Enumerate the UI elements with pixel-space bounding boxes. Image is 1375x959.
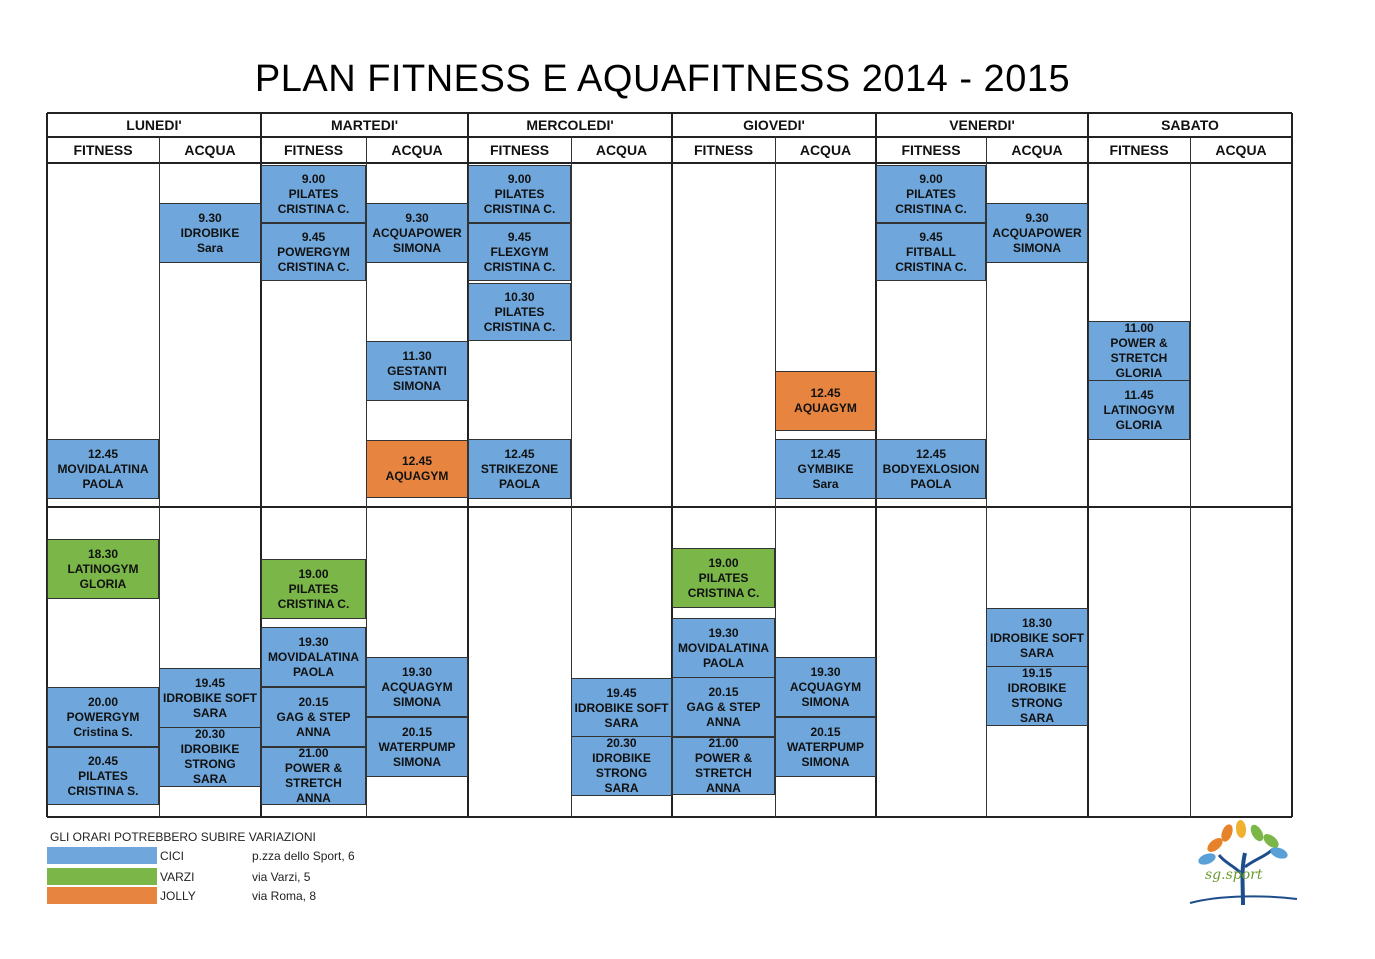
class-line: Cristina S. [73, 724, 133, 739]
legend-item-cici [47, 847, 447, 864]
track-header: ACQUA [595, 142, 648, 158]
class-time: 9.30 [198, 210, 222, 225]
class-line: IDROBIKE SOFT [574, 700, 669, 715]
class-time: 9.00 [301, 171, 326, 186]
class-line: CRISTINA C. [483, 259, 556, 274]
track-header: ACQUA [1215, 142, 1267, 158]
class-line: CRISTINA C. [277, 259, 350, 274]
legend-swatch [47, 868, 157, 885]
class-block [468, 439, 571, 499]
class-line: PAOLA [292, 664, 335, 679]
class-line: CRISTINA C. [895, 201, 967, 216]
track-header: ACQUA [391, 142, 443, 158]
class-block [571, 678, 672, 738]
tree-logo-icon [1185, 815, 1300, 910]
class-time: 12.45 [810, 386, 841, 400]
class-line: CRISTINA C. [687, 585, 760, 600]
class-line: PAOLA [910, 476, 952, 491]
class-line: CRISTINA C. [895, 259, 967, 274]
class-line: GLORIA [79, 576, 127, 591]
class-line: IDROBIKE SOFT [162, 690, 257, 705]
class-time: 9.00 [919, 171, 943, 186]
class-line: BODYEXLOSION [882, 461, 980, 476]
class-line: FITBALL [906, 244, 956, 259]
class-line: GLORIA [1115, 366, 1163, 380]
class-block [986, 666, 1088, 726]
class-line: POWERGYM [277, 244, 350, 259]
class-line: SARA [192, 772, 227, 786]
class-time: 20.15 [708, 684, 739, 699]
day-header: MARTEDI' [330, 117, 399, 133]
day-header: MERCOLEDI' [526, 117, 614, 133]
class-line: SIMONA [393, 378, 441, 393]
legend-label: JOLLY [160, 889, 196, 903]
class-line: CRISTINA C. [277, 596, 350, 611]
class-time: 9.30 [1025, 210, 1049, 225]
class-line: PILATES [906, 186, 956, 201]
class-block [261, 627, 366, 687]
class-block [47, 747, 159, 805]
class-line: PAOLA [82, 476, 124, 491]
class-line: SIMONA [1013, 240, 1061, 255]
class-time: 20.45 [87, 753, 119, 768]
class-time: 10.30 [504, 289, 535, 304]
class-block [261, 165, 366, 223]
class-block [1088, 380, 1190, 440]
class-line: Sara [812, 476, 839, 491]
class-line: MOVIDALATINA [57, 461, 149, 476]
day-header: SABATO [1161, 117, 1219, 133]
class-line: ACQUAPOWER [992, 225, 1082, 240]
class-block [366, 717, 468, 777]
class-line: IDROBIKE [180, 742, 240, 756]
class-line: GAG & STEP [276, 709, 351, 724]
class-line: ANNA [706, 714, 741, 729]
class-line: SARA [604, 781, 639, 795]
class-line: ANNA [296, 724, 331, 739]
class-line: PAOLA [498, 476, 541, 491]
class-time: 19.15 [1021, 666, 1053, 680]
class-time: 12.45 [504, 446, 535, 461]
legend-label: CICI [160, 849, 184, 863]
class-line: GESTANTI [387, 363, 447, 378]
class-line: Sara [196, 240, 224, 255]
class-block [261, 559, 366, 619]
legend-swatch [47, 847, 157, 864]
track-header: ACQUA [799, 142, 852, 158]
class-block [876, 439, 986, 499]
class-line: PILATES [494, 304, 545, 319]
class-block [468, 283, 571, 341]
class-block [47, 439, 159, 499]
class-time: 20.30 [194, 727, 226, 741]
class-line: CRISTINA C. [277, 201, 350, 216]
class-block [1088, 321, 1190, 381]
class-line: AQUAGYM [385, 469, 449, 483]
class-line: SIMONA [393, 694, 441, 709]
class-time: 19.30 [708, 625, 739, 640]
class-block [159, 668, 261, 728]
class-time: 19.30 [810, 664, 841, 679]
track-header: FITNESS [73, 142, 133, 158]
class-block [986, 203, 1088, 263]
class-line: STRONG [1011, 696, 1063, 710]
class-time: 20.15 [401, 724, 433, 739]
class-block [672, 677, 775, 737]
legend-address: via Roma, 8 [252, 889, 317, 903]
class-line: STRIKEZONE [480, 461, 559, 476]
class-block [366, 341, 468, 401]
sg-sport-logo [1185, 815, 1300, 910]
class-block [468, 165, 571, 223]
track-header: ACQUA [1011, 142, 1063, 158]
class-block [672, 548, 775, 608]
class-line: WATERPUMP [378, 739, 456, 754]
class-line: GYMBIKE [797, 461, 854, 476]
class-time: 20.30 [606, 736, 637, 750]
legend-address: via Varzi, 5 [252, 870, 311, 884]
class-time: 19.45 [606, 685, 637, 700]
class-time: 11.45 [1124, 387, 1154, 402]
class-block [775, 439, 876, 499]
class-time: 20.00 [87, 694, 119, 709]
class-line: PILATES [288, 581, 339, 596]
class-time: 11.00 [1124, 321, 1154, 335]
class-time: 9.30 [405, 210, 429, 225]
class-line: ACQUAGYM [381, 679, 453, 694]
class-line: SARA [192, 705, 227, 720]
class-line: SARA [1019, 645, 1054, 660]
class-block [775, 657, 876, 717]
class-line: POWER & [694, 751, 753, 765]
class-block [159, 203, 261, 263]
class-time: 21.00 [708, 737, 739, 750]
class-block [366, 203, 468, 263]
class-time: 19.45 [194, 675, 226, 690]
class-time: 12.45 [401, 454, 433, 468]
class-line: SIMONA [801, 754, 850, 769]
class-block [261, 687, 366, 747]
day-header: VENERDI' [949, 117, 1015, 133]
class-time: 11.30 [402, 348, 432, 363]
class-line: STRETCH [1110, 351, 1168, 365]
page-title: PLAN FITNESS E AQUAFITNESS 2014 - 2015 [254, 58, 1071, 100]
class-line: IDROBIKE [1007, 681, 1067, 695]
class-line: FLEXGYM [490, 244, 549, 259]
class-block [261, 223, 366, 281]
class-time: 19.00 [298, 566, 329, 581]
class-line: IDROBIKE SOFT [989, 630, 1084, 645]
class-line: STRONG [595, 766, 648, 780]
class-time: 12.45 [810, 446, 841, 461]
class-block [47, 687, 159, 747]
class-time: 9.45 [919, 229, 943, 244]
class-time: 9.00 [507, 171, 532, 186]
class-time: 12.45 [915, 446, 947, 461]
logo-text: sg.sport [1205, 867, 1263, 883]
class-block [876, 223, 986, 281]
track-header: FITNESS [901, 142, 961, 158]
class-line: PILATES [698, 570, 749, 585]
class-line: MOVIDALATINA [267, 649, 360, 664]
class-line: POWER & [1110, 336, 1168, 350]
class-line: LATINOGYM [67, 561, 139, 576]
class-time: 19.00 [708, 555, 739, 570]
class-line: SARA [1019, 711, 1054, 725]
schedule-grid [47, 113, 1292, 817]
class-line: STRETCH [285, 776, 342, 790]
class-line: SIMONA [393, 240, 441, 255]
class-line: SIMONA [393, 754, 441, 769]
class-block [775, 371, 876, 431]
class-line: STRONG [184, 757, 236, 771]
day-header: GIOVEDI' [743, 117, 805, 133]
class-block [261, 747, 366, 805]
class-line: ANNA [296, 791, 331, 805]
class-block [876, 165, 986, 223]
class-line: PAOLA [702, 655, 745, 670]
class-time: 18.30 [1021, 615, 1053, 630]
class-block [47, 539, 159, 599]
class-line: WATERPUMP [786, 739, 865, 754]
track-header: FITNESS [489, 142, 550, 158]
class-line: MOVIDALATINA [677, 640, 770, 655]
class-block [571, 736, 672, 796]
schedule-note: GLI ORARI POTREBBERO SUBIRE VARIAZIONI [50, 830, 316, 844]
track-header: ACQUA [184, 142, 236, 158]
class-line: CRISTINA C. [483, 201, 556, 216]
legend-swatch [47, 887, 157, 904]
class-block [986, 608, 1088, 668]
class-time: 20.15 [298, 694, 329, 709]
day-header: LUNEDI' [126, 117, 182, 133]
legend-item-varzi [47, 868, 447, 885]
class-line: GLORIA [1115, 417, 1163, 432]
track-header: FITNESS [693, 142, 754, 158]
class-time: 21.00 [298, 747, 329, 760]
class-line: ANNA [706, 781, 741, 795]
class-line: IDROBIKE [180, 225, 240, 240]
grid-row-line [47, 816, 1292, 818]
class-block [468, 223, 571, 281]
track-header: FITNESS [1109, 142, 1169, 158]
class-time: 18.30 [87, 546, 119, 561]
legend-address: p.zza dello Sport, 6 [252, 849, 355, 863]
class-line: SARA [604, 715, 639, 730]
class-block [775, 717, 876, 777]
legend-item-jolly [47, 887, 447, 904]
class-line: CRISTINA C. [483, 319, 556, 334]
class-line: SIMONA [801, 694, 850, 709]
class-block [366, 440, 468, 498]
class-time: 12.45 [87, 446, 119, 461]
class-line: STRETCH [695, 766, 752, 780]
track-header: FITNESS [283, 142, 344, 158]
class-block [672, 618, 775, 678]
class-line: POWER & [284, 761, 343, 775]
class-line: POWERGYM [66, 709, 140, 724]
class-time: 19.30 [401, 664, 433, 679]
class-time: 9.45 [507, 229, 532, 244]
class-time: 9.45 [301, 229, 326, 244]
class-line: GAG & STEP [686, 699, 761, 714]
class-line: LATINOGYM [1103, 402, 1175, 417]
grid-column-line [1190, 137, 1191, 817]
class-line: IDROBIKE [592, 751, 651, 765]
class-line: PILATES [78, 768, 128, 783]
class-block [159, 727, 261, 787]
legend-label: VARZI [160, 870, 195, 884]
class-line: PILATES [288, 186, 339, 201]
class-block [672, 737, 775, 795]
grid-row-line [47, 506, 1292, 508]
class-time: 20.15 [810, 724, 841, 739]
class-line: AQUAGYM [794, 401, 857, 415]
class-line: PILATES [494, 186, 545, 201]
class-line: ACQUAGYM [789, 679, 862, 694]
grid-column-line [1291, 113, 1293, 817]
class-block [366, 657, 468, 717]
class-line: CRISTINA S. [67, 783, 139, 798]
class-time: 19.30 [298, 634, 329, 649]
class-line: ACQUAPOWER [372, 225, 462, 240]
